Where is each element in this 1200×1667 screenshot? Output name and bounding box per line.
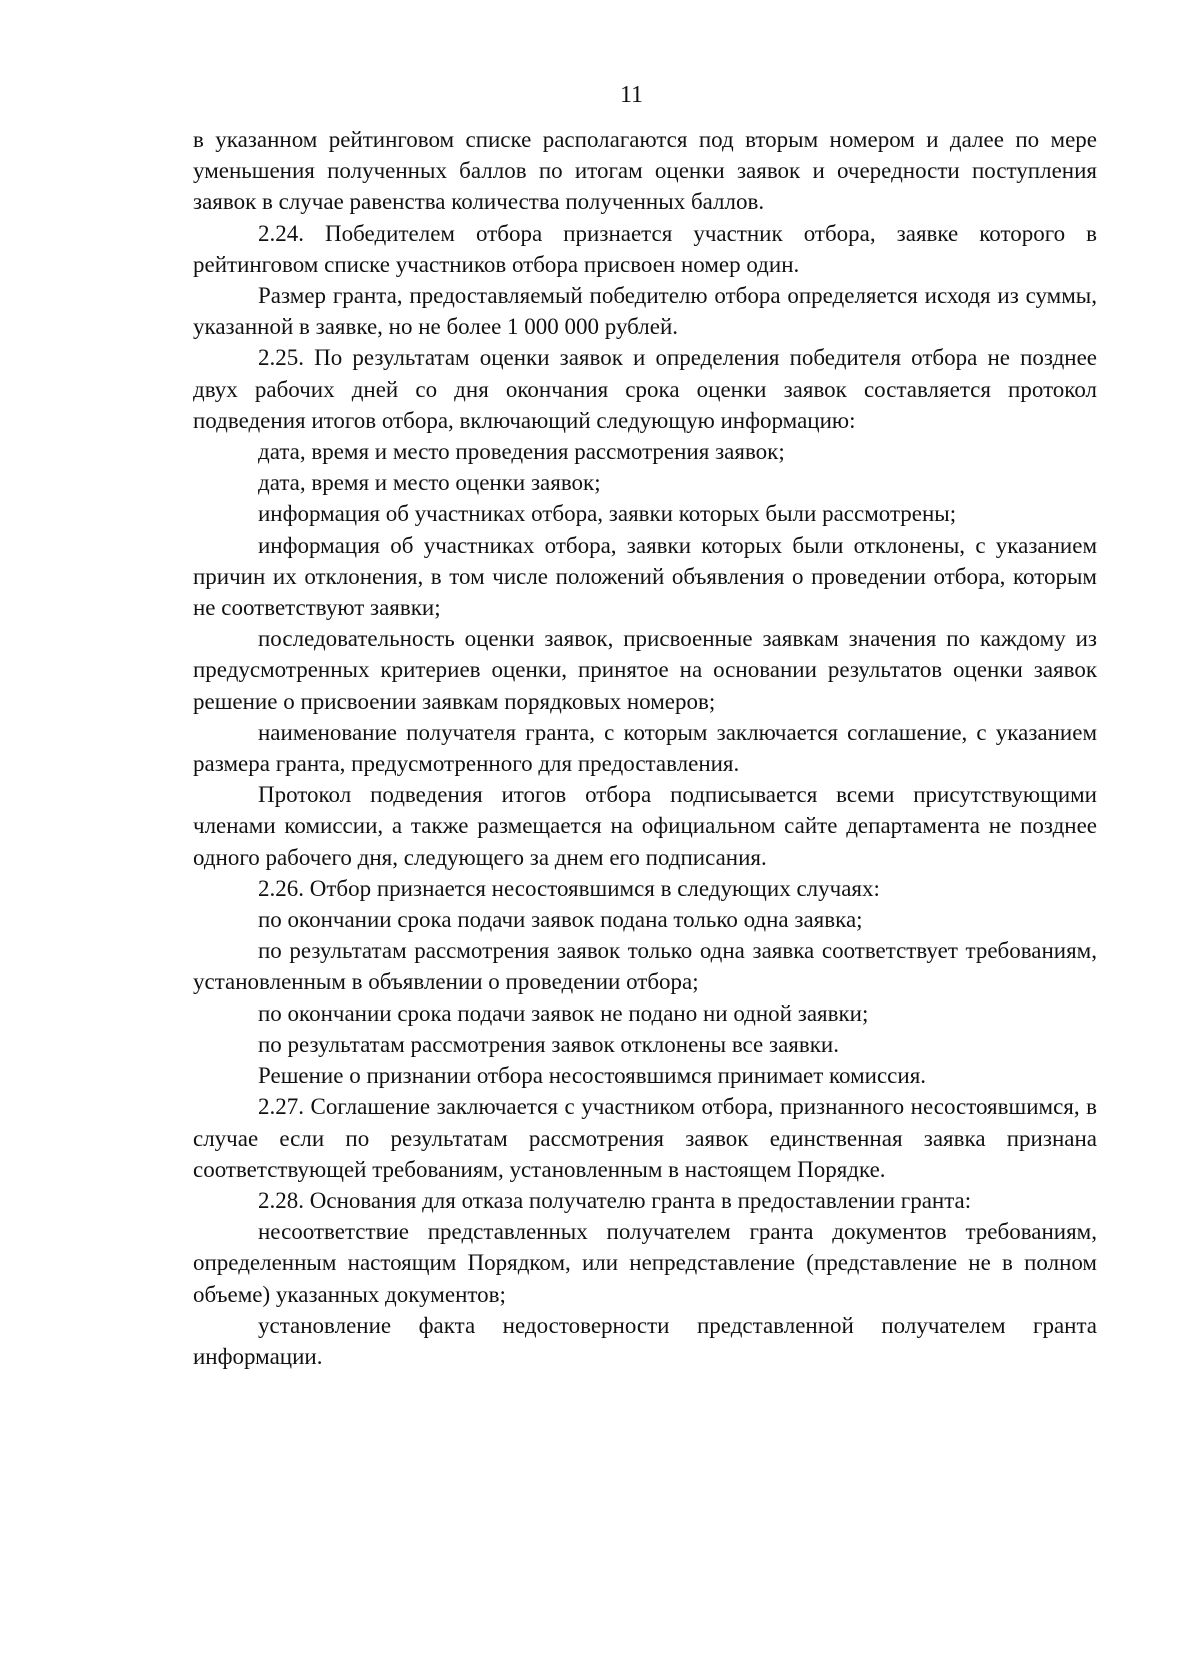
list-item: по результатам рассмотрения заявок только одна заявка соответствует требованиям, установленным в объявлении о проведении отбора;	[193, 938, 1097, 995]
paragraph: 2.25. По результатам оценки заявок и определения победителя отбора не позднее двух рабочих дней со дня окончания срока оценки заявок составляется протокол подведения итогов отбора, включающий следующую информацию:	[193, 345, 1097, 433]
list-item: дата, время и место проведения рассмотрения заявок;	[258, 439, 785, 465]
paragraph: 2.26. Отбор признается несостоявшимся в следующих случаях:	[258, 875, 880, 901]
list-item: наименование получателя гранта, с которым заключается соглашение, с указанием размера гранта, предусмотренного для предоставления.	[193, 719, 1097, 777]
list-item: дата, время и место оценки заявок;	[258, 470, 601, 496]
paragraph: Размер гранта, предоставляемый победителю отбора определяется исходя из суммы, указанной в заявке, но не более 1 000 000 рублей.	[193, 283, 1097, 340]
list-item: по окончании срока подачи заявок подана только одна заявка;	[258, 907, 863, 933]
paragraph: 2.27. Соглашение заключается с участником отбора, признанного несостоявшимся, в случае если по результатам рассмотрения заявок единственная заявка признана соответствующей требованиям, установленным в настоящем Порядке.	[193, 1094, 1097, 1182]
paragraph: 2.28. Основания для отказа получателю гранта в предоставлении гранта:	[258, 1187, 972, 1213]
list-item: информация об участниках отбора, заявки которых были отклонены, с указанием причин их отклонения, в том числе положений объявления о проведении отбора, которым не соответствуют заявки;	[193, 532, 1097, 621]
page-number: 11	[619, 82, 644, 108]
paragraph: 2.24. Победителем отбора признается участник отбора, заявке которого в рейтинговом списке участников отбора присвоен номер один.	[193, 220, 1097, 277]
document-body	[193, 124, 1097, 1372]
list-item: установление факта недостоверности представленной получателем гранта информации.	[193, 1312, 1097, 1369]
list-item: информация об участниках отбора, заявки которых были рассмотрены;	[258, 501, 957, 527]
list-item: последовательность оценки заявок, присвоенные заявкам значения по каждому из предусмотренных критериев оценки, принятое на основании результатов оценки заявок решение о присвоении заявкам порядковых номеров;	[193, 626, 1097, 714]
paragraph: Протокол подведения итогов отбора подписывается всеми присутствующими членами комиссии, а также размещается на официальном сайте департамента не позднее одного рабочего дня, следующего за днем его подписания.	[193, 782, 1097, 870]
list-item: по окончании срока подачи заявок не подано ни одной заявки;	[258, 1000, 869, 1026]
paragraph: Решение о признании отбора несостоявшимся принимает комиссия.	[258, 1063, 927, 1089]
list-item: по результатам рассмотрения заявок отклонены все заявки.	[258, 1031, 839, 1057]
list-item: несоответствие представленных получателем гранта документов требованиям, определенным настоящим Порядком, или непредставление (представление не в полном объеме) указанных документов;	[193, 1219, 1097, 1307]
paragraph: в указанном рейтинговом списке располагаются под вторым номером и далее по мере уменьшения полученных баллов по итогам оценки заявок и очередности поступления заявок в случае равенства количества полученных баллов.	[193, 127, 1097, 215]
